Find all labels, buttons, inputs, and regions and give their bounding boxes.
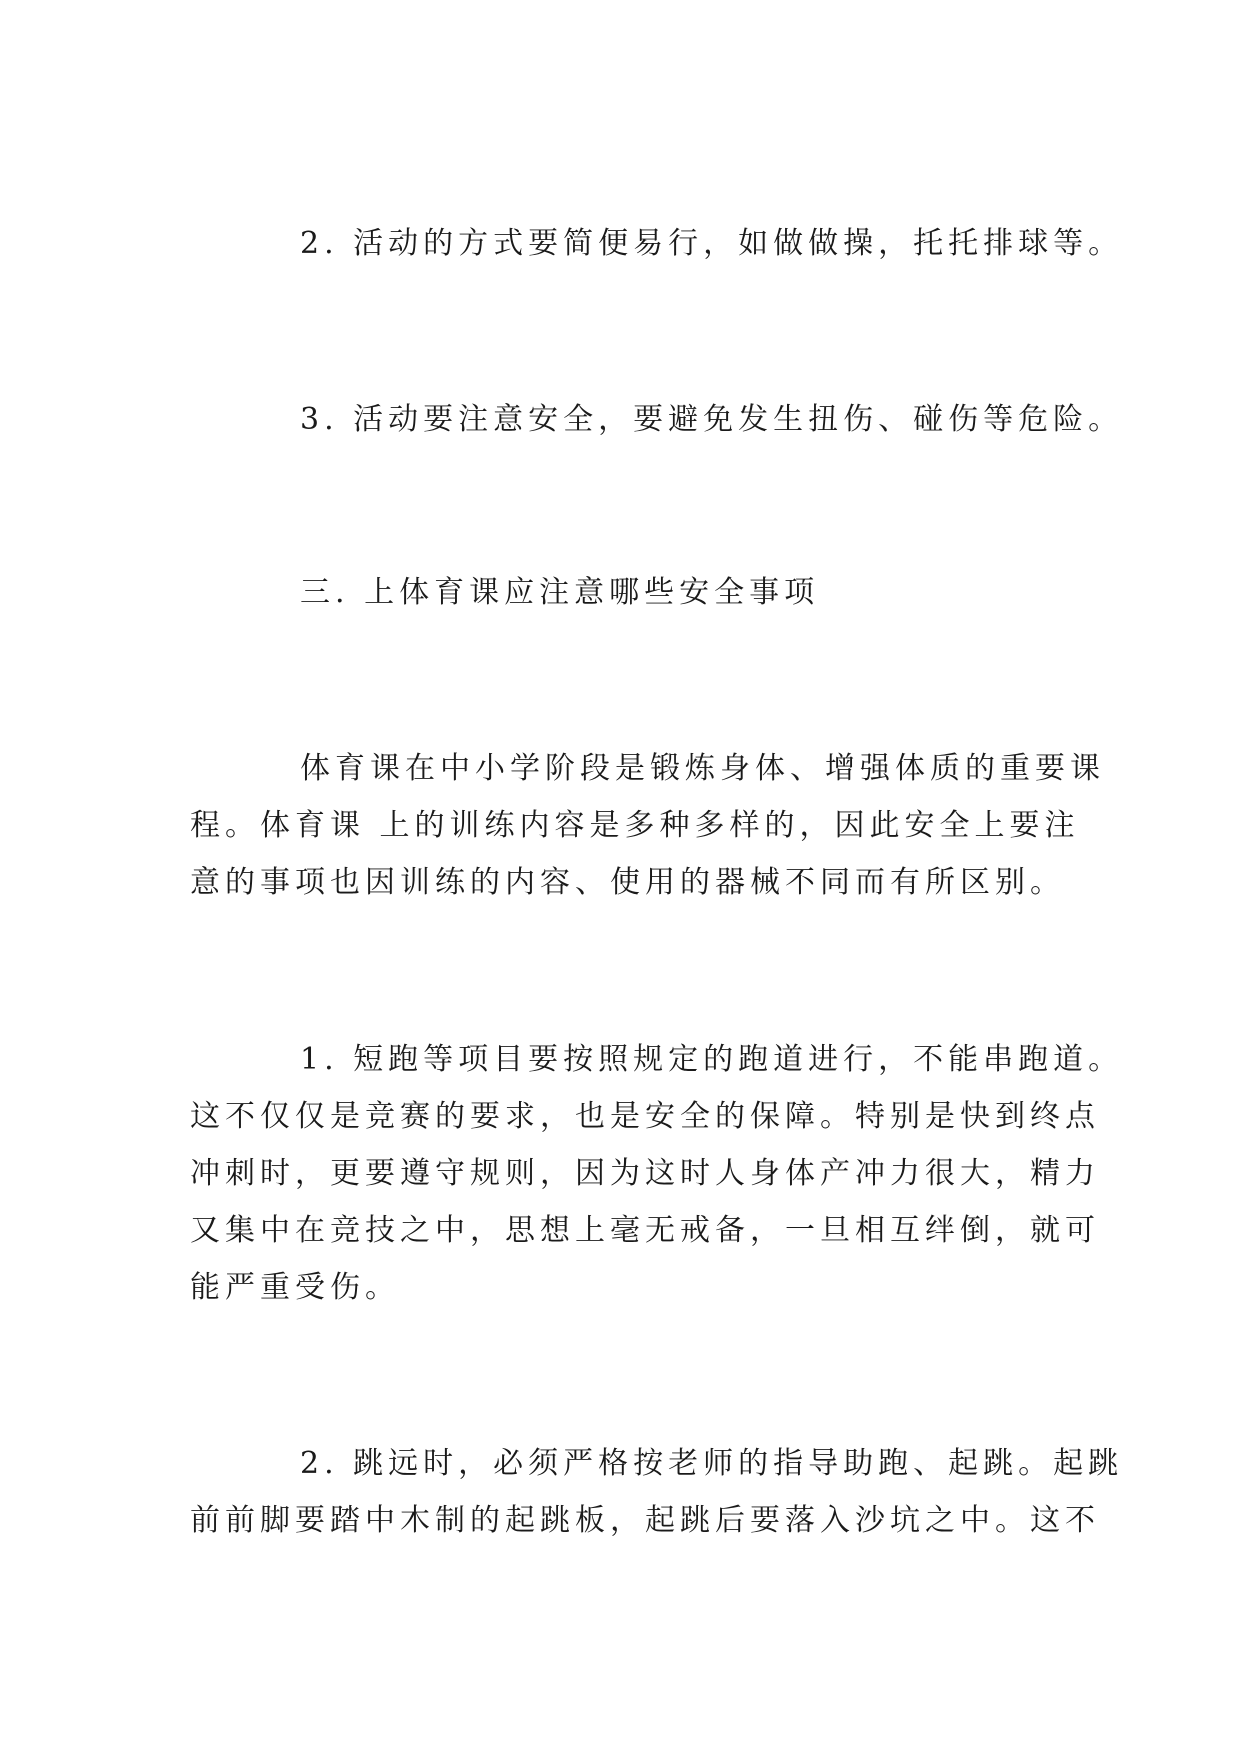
paragraph-2-line-1: 2. 跳远时，必须严格按老师的指导助跑、起跳。起跳	[300, 1446, 1124, 1481]
paragraph-1-line-2: 这不仅仅是竞赛的要求，也是安全的保障。特别是快到终点	[190, 1099, 1100, 1134]
paragraph-1-line-4: 又集中在竞技之中，思想上毫无戒备，一旦相互绊倒，就可	[190, 1213, 1100, 1248]
paragraph-intro-line-1: 体育课在中小学阶段是锻炼身体、增强体质的重要课	[300, 751, 1105, 786]
paragraph-1-line-1: 1. 短跑等项目要按照规定的跑道进行，不能串跑道。	[300, 1042, 1124, 1077]
paragraph-1-line-5: 能严重受伤。	[190, 1270, 400, 1305]
list-item-3: 3. 活动要注意安全，要避免发生扭伤、碰伤等危险。	[300, 402, 1124, 437]
paragraph-intro-line-3: 意的事项也因训练的内容、使用的器械不同而有所区别。	[190, 865, 1065, 900]
paragraph-intro-line-2: 程。体育课 上的训练内容是多种多样的，因此安全上要注	[190, 808, 1080, 843]
paragraph-1-line-3: 冲刺时，更要遵守规则，因为这时人身体产冲力很大，精力	[190, 1156, 1100, 1191]
section-heading: 三. 上体育课应注意哪些安全事项	[300, 575, 820, 610]
paragraph-2-line-2: 前前脚要踏中木制的起跳板，起跳后要落入沙坑之中。这不	[190, 1503, 1100, 1538]
list-item-2: 2. 活动的方式要简便易行，如做做操，托托排球等。	[300, 226, 1124, 261]
